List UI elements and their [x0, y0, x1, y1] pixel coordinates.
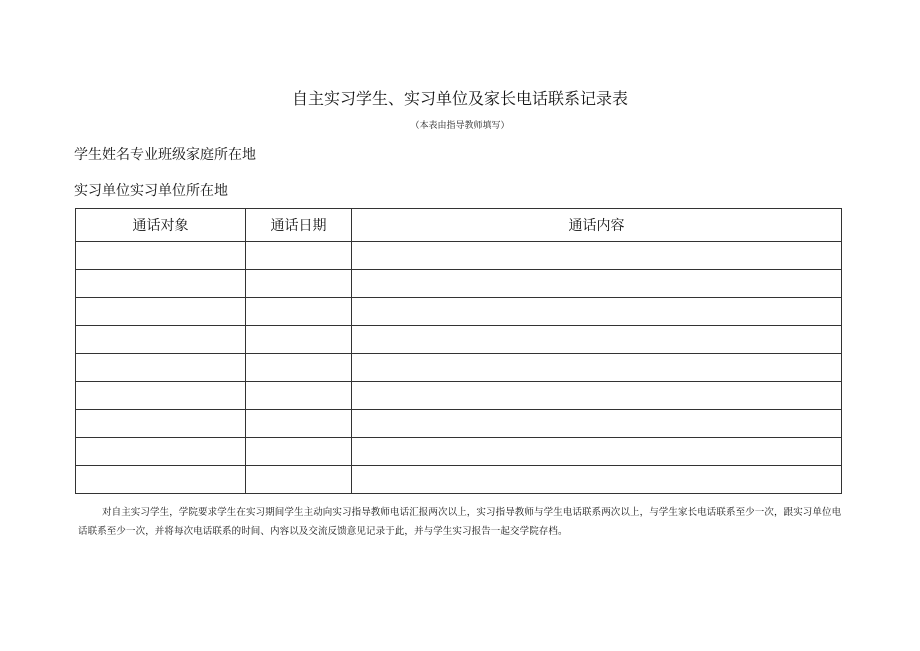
cell-call-content[interactable] — [352, 270, 842, 298]
cell-call-date[interactable] — [246, 270, 352, 298]
cell-call-target[interactable] — [76, 270, 246, 298]
table-row — [76, 410, 842, 438]
cell-call-content[interactable] — [352, 438, 842, 466]
table-row — [76, 270, 842, 298]
cell-call-content[interactable] — [352, 326, 842, 354]
cell-call-date[interactable] — [246, 382, 352, 410]
table-header-row — [76, 209, 842, 242]
cell-call-target[interactable] — [76, 354, 246, 382]
form-subtitle: （本表由指导教师填写） — [410, 121, 510, 131]
instruction-note: 对自主实习学生，学院要求学生在实习期间学生主动向实习指导教师电话汇报两次以上，实习指导教师与学生电话联系两次以上，与学生家长电话联系至少一次，跟实习单位电话联系至少一次，并将每次电话联系的时间、内容以及交流反馈意见记录于此，并与学生实习报告一起交学院存档。 — [78, 507, 842, 537]
table-row — [76, 382, 842, 410]
cell-call-target[interactable] — [76, 326, 246, 354]
header-call-content: 通话内容 — [352, 209, 842, 242]
table-row — [76, 298, 842, 326]
cell-call-content[interactable] — [352, 298, 842, 326]
cell-call-content[interactable] — [352, 382, 842, 410]
cell-call-target[interactable] — [76, 298, 246, 326]
cell-call-date[interactable] — [246, 354, 352, 382]
student-info-line: 学生姓名专业班级家庭所在地 — [74, 147, 256, 163]
cell-call-date[interactable] — [246, 438, 352, 466]
header-call-target: 通话对象 — [76, 209, 246, 242]
cell-call-target[interactable] — [76, 438, 246, 466]
cell-call-date[interactable] — [246, 466, 352, 494]
table-row — [76, 326, 842, 354]
header-call-date: 通话日期 — [246, 209, 352, 242]
table-row — [76, 354, 842, 382]
table-row — [76, 438, 842, 466]
cell-call-date[interactable] — [246, 242, 352, 270]
cell-call-date[interactable] — [246, 326, 352, 354]
call-record-table — [75, 208, 842, 494]
cell-call-content[interactable] — [352, 242, 842, 270]
cell-call-date[interactable] — [246, 298, 352, 326]
cell-call-date[interactable] — [246, 410, 352, 438]
cell-call-content[interactable] — [352, 354, 842, 382]
table-row — [76, 242, 842, 270]
cell-call-target[interactable] — [76, 382, 246, 410]
table-row — [76, 466, 842, 494]
form-title: 自主实习学生、实习单位及家长电话联系记录表 — [291, 89, 628, 108]
cell-call-target[interactable] — [76, 466, 246, 494]
cell-call-target[interactable] — [76, 410, 246, 438]
cell-call-content[interactable] — [352, 410, 842, 438]
internship-unit-info-line: 实习单位实习单位所在地 — [74, 183, 228, 199]
cell-call-content[interactable] — [352, 466, 842, 494]
cell-call-target[interactable] — [76, 242, 246, 270]
